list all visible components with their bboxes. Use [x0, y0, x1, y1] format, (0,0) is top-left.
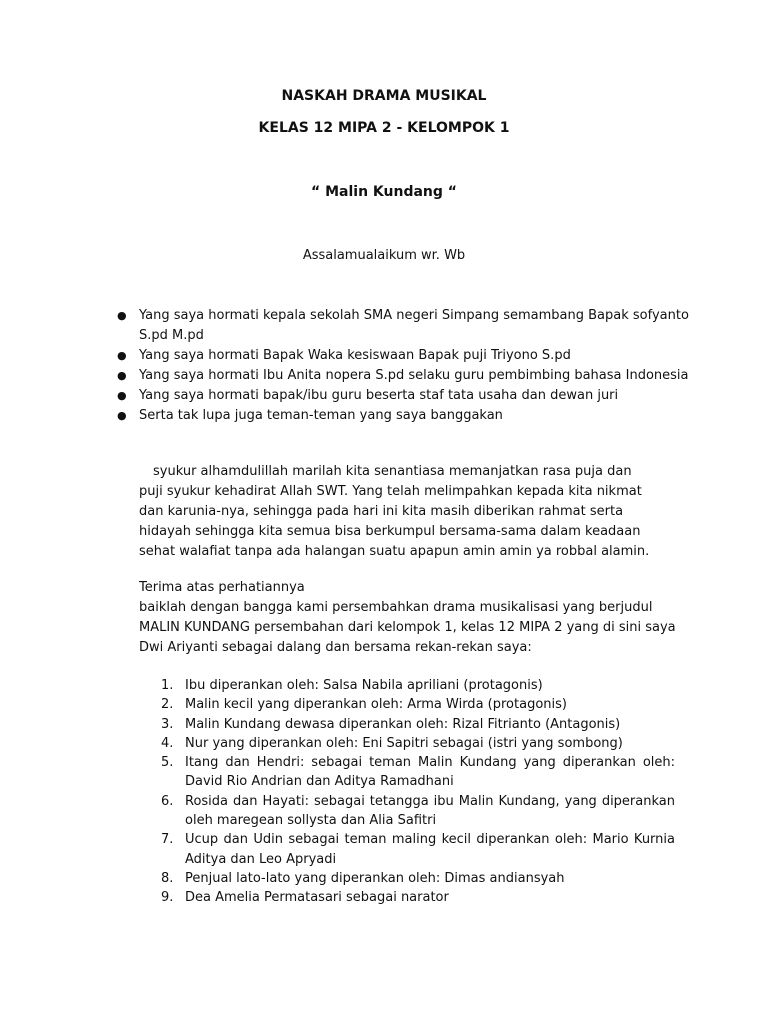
cast-number: 5. — [161, 755, 174, 771]
cast-item — [161, 888, 675, 907]
bullet-icon: ● — [117, 309, 127, 322]
list-item-text: Yang saya hormati Bapak Waka kesiswaan Bapak puji Triyono S.pd — [139, 348, 571, 363]
cast-item — [161, 753, 675, 792]
cast-number: 4. — [161, 735, 174, 751]
cast-number: 7. — [161, 832, 174, 848]
cast-text: Itang dan Hendri: sebagai teman Malin Kundang yang diperankan oleh: David Rio Andrian dan Aditya Ramadhani — [185, 755, 675, 790]
cast-text: Ucup dan Udin sebagai teman maling kecil diperankan oleh: Mario Kurnia Aditya dan Leo Apryadi — [185, 832, 675, 867]
cast-item — [161, 830, 675, 869]
bullet-icon: ● — [117, 389, 127, 402]
honors-list — [117, 306, 699, 426]
document-title: NASKAH DRAMA MUSIKAL — [281, 88, 487, 104]
thanks-line: Terima atas perhatiannya — [139, 580, 305, 595]
cast-text: Malin kecil yang diperankan oleh: Arma Wirda (protagonis) — [185, 697, 567, 713]
list-item — [117, 306, 699, 346]
cast-text: Ibu diperankan oleh: Salsa Nabila apriliani (protagonis) — [185, 678, 543, 693]
cast-number: 9. — [161, 890, 174, 906]
list-item — [117, 366, 699, 386]
list-item — [117, 386, 699, 406]
cast-text: Nur yang diperankan oleh: Eni Sapitri sebagai (istri yang sombong) — [185, 735, 623, 751]
list-item — [117, 406, 699, 426]
cast-number: 1. — [161, 678, 174, 693]
cast-text: Dea Amelia Permatasari sebagai narator — [185, 890, 449, 906]
cast-item — [161, 695, 675, 714]
introduction-paragraph: baiklah dengan bangga kami persembahkan drama musikalisasi yang berjudul MALIN KUNDANG persembahan dari kelompok 1, kelas 12 MIPA 2 yang di sini saya Dwi Ariyanti sebagai dalang dan bersama rekan-rekan saya: — [139, 600, 676, 655]
cast-number: 3. — [161, 716, 174, 732]
cast-number: 8. — [161, 870, 174, 886]
cast-text: Penjual lato-lato yang diperankan oleh: Dimas andiansyah — [185, 870, 565, 886]
cast-item — [161, 869, 675, 888]
cast-item — [161, 715, 675, 734]
cast-text: Malin Kundang dewasa diperankan oleh: Rizal Fitrianto (Antagonis) — [185, 716, 621, 732]
cast-item — [161, 734, 675, 753]
bullet-icon: ● — [117, 349, 127, 362]
story-title: “ Malin Kundang “ — [311, 184, 457, 200]
document-subtitle: KELAS 12 MIPA 2 - KELOMPOK 1 — [258, 120, 510, 136]
cast-item — [161, 792, 675, 831]
opening-paragraph: syukur alhamdulillah marilah kita senantiasa memanjatkan rasa puja dan puji syukur kehadirat Allah SWT. Yang telah melimpahkan kepada kita nikmat dan karunia-nya, sehingga pada hari ini kita masih diberikan rahmat serta hidayah sehingga kita semua bisa berkumpul bersama-sama dalam keadaan sehat walafiat tanpa ada halangan suatu apapun amin amin ya robbal alamin. — [139, 464, 650, 559]
list-item-text: Serta tak lupa juga teman-teman yang saya banggakan — [139, 408, 503, 423]
bullet-icon: ● — [117, 369, 127, 382]
greeting-line: Assalamualaikum wr. Wb — [302, 248, 466, 263]
bullet-icon: ● — [117, 409, 127, 422]
cast-text: Rosida dan Hayati: sebagai tetangga ibu Malin Kundang, yang diperankan oleh maregean sollysta dan Alia Safitri — [185, 793, 675, 829]
list-item-text: Yang saya hormati Ibu Anita nopera S.pd selaku guru pembimbing bahasa Indonesia — [139, 368, 689, 383]
list-item-text: Yang saya hormati bapak/ibu guru beserta staf tata usaha dan dewan juri — [139, 388, 619, 403]
list-item-text: Yang saya hormati kepala sekolah SMA negeri Simpang semambang Bapak sofyanto S.pd M.pd — [139, 308, 689, 343]
cast-item — [161, 676, 675, 695]
cast-list — [161, 676, 675, 908]
list-item — [117, 346, 699, 366]
cast-number: 6. — [161, 793, 174, 809]
cast-number: 2. — [161, 697, 174, 713]
